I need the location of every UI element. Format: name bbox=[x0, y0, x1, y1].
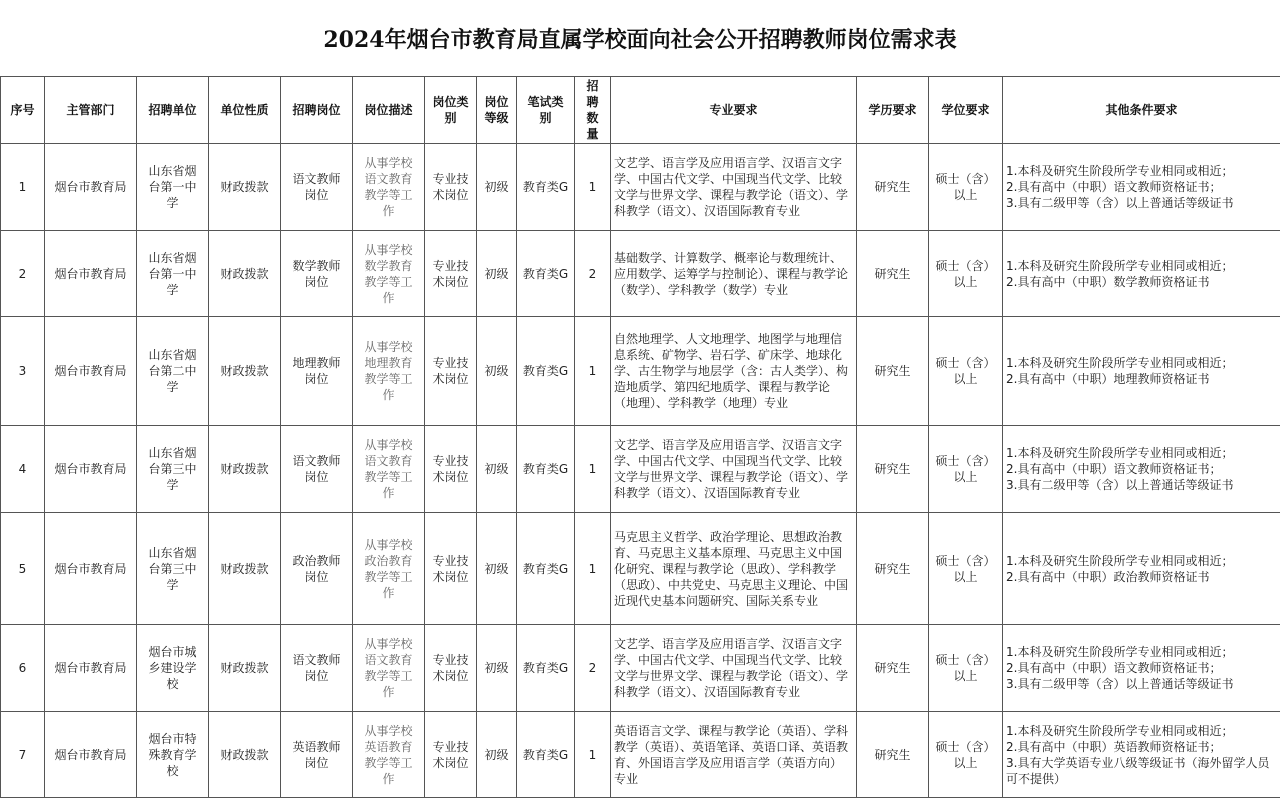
table-row bbox=[1, 625, 1280, 712]
cell-desc: 从事学校英语教育教学等工作 bbox=[353, 712, 425, 798]
cell-unit: 山东省烟台第三中学 bbox=[137, 513, 209, 625]
other-line: 1.本科及研究生阶段所学专业相同或相近； bbox=[1006, 553, 1277, 569]
other-line: 3.具有二级甲等（含）以上普通话等级证书 bbox=[1006, 195, 1277, 211]
header-dept: 主管部门 bbox=[45, 77, 137, 144]
cell-unit: 烟台市特殊教育学校 bbox=[137, 712, 209, 798]
cell-other bbox=[1003, 426, 1280, 513]
cell-level: 初级 bbox=[477, 317, 517, 426]
header-unit: 招聘单位 bbox=[137, 77, 209, 144]
cell-nature: 财政拨款 bbox=[209, 144, 281, 231]
cell-level: 初级 bbox=[477, 712, 517, 798]
other-line: 3.具有二级甲等（含）以上普通话等级证书 bbox=[1006, 676, 1277, 692]
cell-degree: 硕士（含）以上 bbox=[929, 712, 1003, 798]
cell-nature: 财政拨款 bbox=[209, 712, 281, 798]
cell-exam: 教育类G bbox=[517, 144, 575, 231]
cell-dept: 烟台市教育局 bbox=[45, 144, 137, 231]
cell-dept: 烟台市教育局 bbox=[45, 231, 137, 317]
cell-seq: 6 bbox=[1, 625, 45, 712]
cell-unit: 烟台市城乡建设学校 bbox=[137, 625, 209, 712]
cell-edu: 研究生 bbox=[857, 513, 929, 625]
cell-dept: 烟台市教育局 bbox=[45, 317, 137, 426]
cell-category: 专业技术岗位 bbox=[425, 625, 477, 712]
cell-level: 初级 bbox=[477, 513, 517, 625]
cell-exam: 教育类G bbox=[517, 317, 575, 426]
cell-dept: 烟台市教育局 bbox=[45, 426, 137, 513]
other-line: 2.具有高中（中职）语文教师资格证书； bbox=[1006, 179, 1277, 195]
cell-desc: 从事学校数学教育教学等工作 bbox=[353, 231, 425, 317]
cell-desc: 从事学校语文教育教学等工作 bbox=[353, 144, 425, 231]
cell-major: 基础数学、计算数学、概率论与数理统计、应用数学、运筹学与控制论）、课程与教学论（数学）、学科教学（数学）专业 bbox=[611, 231, 857, 317]
cell-post: 政治教师岗位 bbox=[281, 513, 353, 625]
cell-edu: 研究生 bbox=[857, 625, 929, 712]
cell-edu: 研究生 bbox=[857, 426, 929, 513]
cell-nature: 财政拨款 bbox=[209, 625, 281, 712]
cell-other bbox=[1003, 513, 1280, 625]
cell-count: 1 bbox=[575, 317, 611, 426]
cell-unit: 山东省烟台第一中学 bbox=[137, 231, 209, 317]
cell-post: 语文教师岗位 bbox=[281, 144, 353, 231]
header-seq: 序号 bbox=[1, 77, 45, 144]
cell-exam: 教育类G bbox=[517, 625, 575, 712]
cell-count: 1 bbox=[575, 426, 611, 513]
cell-seq: 3 bbox=[1, 317, 45, 426]
cell-degree: 硕士（含）以上 bbox=[929, 317, 1003, 426]
cell-post: 英语教师岗位 bbox=[281, 712, 353, 798]
cell-dept: 烟台市教育局 bbox=[45, 712, 137, 798]
cell-post: 语文教师岗位 bbox=[281, 426, 353, 513]
sheet-title: 2024年烟台市教育局直属学校面向社会公开招聘教师岗位需求表 bbox=[0, 0, 1280, 77]
cell-post: 地理教师岗位 bbox=[281, 317, 353, 426]
other-line: 1.本科及研究生阶段所学专业相同或相近； bbox=[1006, 723, 1277, 739]
other-line: 2.具有高中（中职）政治教师资格证书 bbox=[1006, 569, 1277, 585]
cell-nature: 财政拨款 bbox=[209, 426, 281, 513]
cell-nature: 财政拨款 bbox=[209, 317, 281, 426]
header-post: 招聘岗位 bbox=[281, 77, 353, 144]
cell-desc: 从事学校地理教育教学等工作 bbox=[353, 317, 425, 426]
cell-desc: 从事学校语文教育教学等工作 bbox=[353, 426, 425, 513]
table-row bbox=[1, 712, 1280, 798]
cell-count: 2 bbox=[575, 625, 611, 712]
cell-degree: 硕士（含）以上 bbox=[929, 513, 1003, 625]
cell-major: 自然地理学、人文地理学、地图学与地理信息系统、矿物学、岩石学、矿床学、地球化学、古生物学与地层学（含：古人类学）、构造地质学、第四纪地质学、课程与教学论（地理）、学科教学（地理）专业 bbox=[611, 317, 857, 426]
cell-post: 语文教师岗位 bbox=[281, 625, 353, 712]
table-row bbox=[1, 317, 1280, 426]
table-row bbox=[1, 231, 1280, 317]
positions-table bbox=[0, 76, 1280, 798]
cell-other bbox=[1003, 231, 1280, 317]
header-row bbox=[1, 77, 1280, 144]
header-nature: 单位性质 bbox=[209, 77, 281, 144]
other-line: 3.具有二级甲等（含）以上普通话等级证书 bbox=[1006, 477, 1277, 493]
cell-exam: 教育类G bbox=[517, 513, 575, 625]
cell-unit: 山东省烟台第一中学 bbox=[137, 144, 209, 231]
cell-category: 专业技术岗位 bbox=[425, 712, 477, 798]
table-row bbox=[1, 426, 1280, 513]
other-line: 1.本科及研究生阶段所学专业相同或相近； bbox=[1006, 644, 1277, 660]
other-line: 2.具有高中（中职）语文教师资格证书； bbox=[1006, 660, 1277, 676]
cell-edu: 研究生 bbox=[857, 231, 929, 317]
cell-other bbox=[1003, 712, 1280, 798]
cell-nature: 财政拨款 bbox=[209, 231, 281, 317]
cell-category: 专业技术岗位 bbox=[425, 144, 477, 231]
cell-level: 初级 bbox=[477, 426, 517, 513]
header-exam: 笔试类别 bbox=[517, 77, 575, 144]
cell-exam: 教育类G bbox=[517, 712, 575, 798]
cell-degree: 硕士（含）以上 bbox=[929, 144, 1003, 231]
other-line: 1.本科及研究生阶段所学专业相同或相近； bbox=[1006, 355, 1277, 371]
cell-major: 文艺学、语言学及应用语言学、汉语言文字学、中国古代文学、中国现当代文学、比较文学与世界文学、课程与教学论（语文）、学科教学（语文）、汉语国际教育专业 bbox=[611, 625, 857, 712]
header-degree: 学位要求 bbox=[929, 77, 1003, 144]
cell-major: 英语语言文学、课程与教学论（英语）、学科教学（英语）、英语笔译、英语口译、英语教育、外国语言学及应用语言学（英语方向）专业 bbox=[611, 712, 857, 798]
cell-count: 1 bbox=[575, 712, 611, 798]
header-edu: 学历要求 bbox=[857, 77, 929, 144]
cell-count: 2 bbox=[575, 231, 611, 317]
cell-unit: 山东省烟台第二中学 bbox=[137, 317, 209, 426]
cell-seq: 5 bbox=[1, 513, 45, 625]
cell-other bbox=[1003, 144, 1280, 231]
cell-exam: 教育类G bbox=[517, 426, 575, 513]
header-count: 招聘数量 bbox=[575, 77, 611, 144]
other-line: 1.本科及研究生阶段所学专业相同或相近； bbox=[1006, 445, 1277, 461]
cell-nature: 财政拨款 bbox=[209, 513, 281, 625]
header-other: 其他条件要求 bbox=[1003, 77, 1280, 144]
other-line: 2.具有高中（中职）数学教师资格证书 bbox=[1006, 274, 1277, 290]
cell-seq: 4 bbox=[1, 426, 45, 513]
cell-level: 初级 bbox=[477, 144, 517, 231]
cell-category: 专业技术岗位 bbox=[425, 317, 477, 426]
cell-level: 初级 bbox=[477, 231, 517, 317]
cell-degree: 硕士（含）以上 bbox=[929, 426, 1003, 513]
cell-seq: 2 bbox=[1, 231, 45, 317]
other-line: 3.具有大学英语专业八级等级证书（海外留学人员可不提供） bbox=[1006, 755, 1277, 787]
header-category: 岗位类别 bbox=[425, 77, 477, 144]
cell-seq: 7 bbox=[1, 712, 45, 798]
cell-desc: 从事学校语文教育教学等工作 bbox=[353, 625, 425, 712]
cell-level: 初级 bbox=[477, 625, 517, 712]
cell-category: 专业技术岗位 bbox=[425, 426, 477, 513]
cell-other bbox=[1003, 625, 1280, 712]
cell-major: 文艺学、语言学及应用语言学、汉语言文字学、中国古代文学、中国现当代文学、比较文学与世界文学、课程与教学论（语文）、学科教学（语文）、汉语国际教育专业 bbox=[611, 144, 857, 231]
cell-major: 马克思主义哲学、政治学理论、思想政治教育、马克思主义基本原理、马克思主义中国化研究、课程与教学论（思政）、学科教学（思政）、中共党史、马克思主义理论、中国近现代史基本问题研究、国际关系专业 bbox=[611, 513, 857, 625]
header-desc: 岗位描述 bbox=[353, 77, 425, 144]
cell-edu: 研究生 bbox=[857, 712, 929, 798]
cell-major: 文艺学、语言学及应用语言学、汉语言文字学、中国古代文学、中国现当代文学、比较文学与世界文学、课程与教学论（语文）、学科教学（语文）、汉语国际教育专业 bbox=[611, 426, 857, 513]
cell-dept: 烟台市教育局 bbox=[45, 625, 137, 712]
cell-desc: 从事学校政治教育教学等工作 bbox=[353, 513, 425, 625]
cell-edu: 研究生 bbox=[857, 317, 929, 426]
header-major: 专业要求 bbox=[611, 77, 857, 144]
other-line: 2.具有高中（中职）英语教师资格证书； bbox=[1006, 739, 1277, 755]
table-row bbox=[1, 144, 1280, 231]
cell-degree: 硕士（含）以上 bbox=[929, 231, 1003, 317]
cell-edu: 研究生 bbox=[857, 144, 929, 231]
cell-count: 1 bbox=[575, 513, 611, 625]
other-line: 1.本科及研究生阶段所学专业相同或相近； bbox=[1006, 163, 1277, 179]
other-line: 2.具有高中（中职）地理教师资格证书 bbox=[1006, 371, 1277, 387]
table-row bbox=[1, 513, 1280, 625]
cell-category: 专业技术岗位 bbox=[425, 231, 477, 317]
cell-unit: 山东省烟台第三中学 bbox=[137, 426, 209, 513]
other-line: 1.本科及研究生阶段所学专业相同或相近； bbox=[1006, 258, 1277, 274]
cell-category: 专业技术岗位 bbox=[425, 513, 477, 625]
cell-dept: 烟台市教育局 bbox=[45, 513, 137, 625]
cell-seq: 1 bbox=[1, 144, 45, 231]
cell-post: 数学教师岗位 bbox=[281, 231, 353, 317]
cell-count: 1 bbox=[575, 144, 611, 231]
other-line: 2.具有高中（中职）语文教师资格证书； bbox=[1006, 461, 1277, 477]
cell-degree: 硕士（含）以上 bbox=[929, 625, 1003, 712]
cell-other bbox=[1003, 317, 1280, 426]
header-level: 岗位等级 bbox=[477, 77, 517, 144]
cell-exam: 教育类G bbox=[517, 231, 575, 317]
